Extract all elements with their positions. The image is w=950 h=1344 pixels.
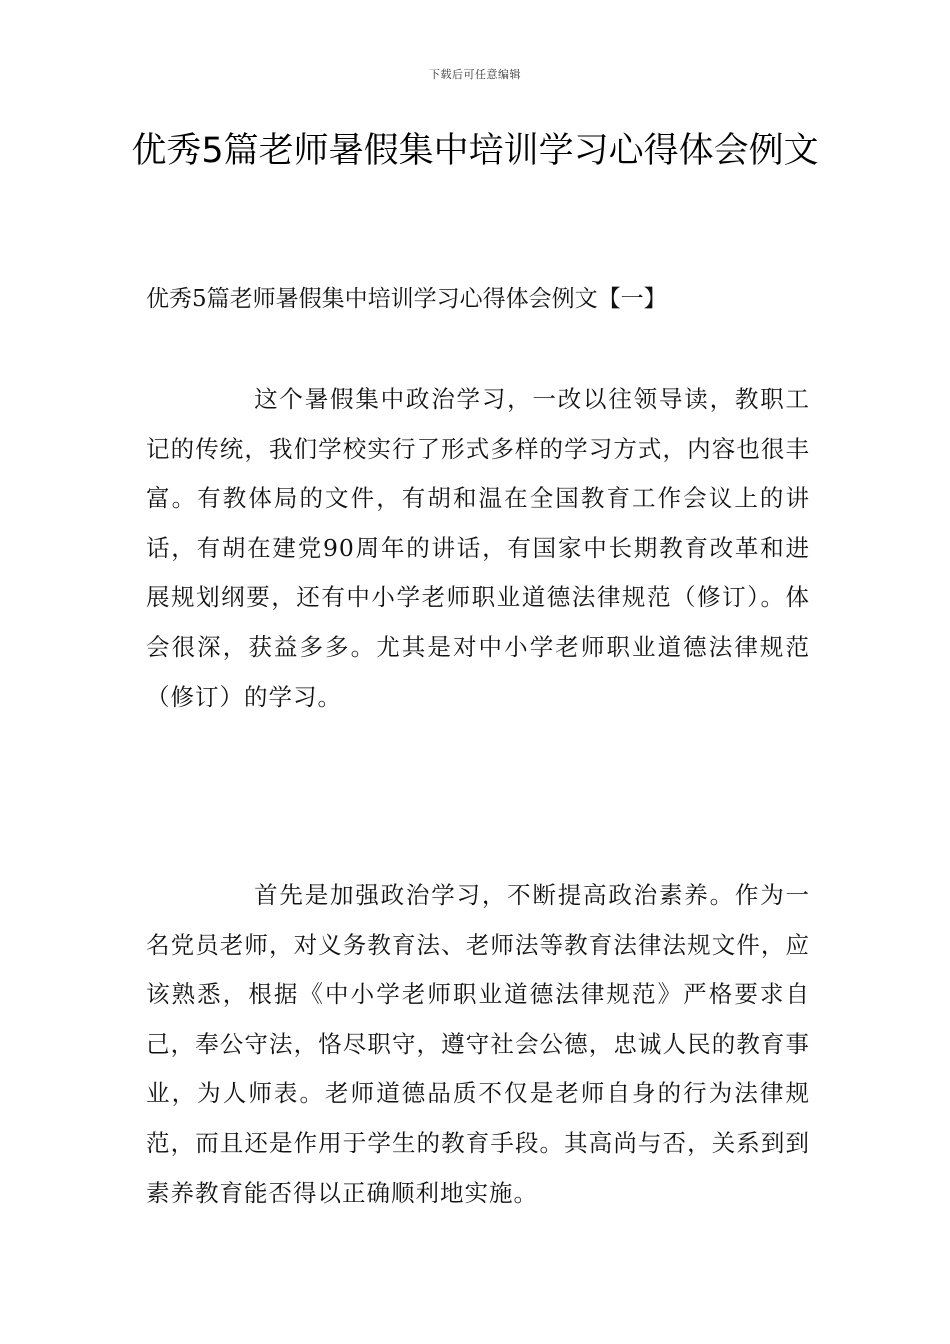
paragraph-2: 首先是加强政治学习，不断提高政治素养。作为一名党员老师，对义务教育法、老师法等教育法律法规文件，应该熟悉，根据《中小学老师职业道德法律规范》严格要求自己，奉公守法，恪尽职守，遵守社会公德，忠诚人民的教育事业，为人师表。老师道德品质不仅是老师自身的行为法律规范，而且还是作用于学生的教育手段。其高尚与否，关系到到素养教育能否得以正确顺利地实施。 bbox=[146, 881, 810, 1207]
paragraph-1: 这个暑假集中政治学习，一改以往领导读，教职工记的传统，我们学校实行了形式多样的学习方式，内容也很丰富。有教体局的文件，有胡和温在全国教育工作会议上的讲话，有胡在建党90周年的讲话，有国家中长期教育改革和进展规划纲要，还有中小学老师职业道德法律规范（修订）。体会很深，获益多多。尤其是对中小学老师职业道德法律规范（修订）的学习。 bbox=[146, 385, 810, 711]
document-title: 优秀5篇老师暑假集中培训学习心得体会例文 bbox=[131, 131, 819, 171]
section-heading: 优秀5篇老师暑假集中培训学习心得体会例文【一】 bbox=[146, 286, 667, 312]
header-note: 下载后可任意编辑 bbox=[429, 68, 521, 81]
